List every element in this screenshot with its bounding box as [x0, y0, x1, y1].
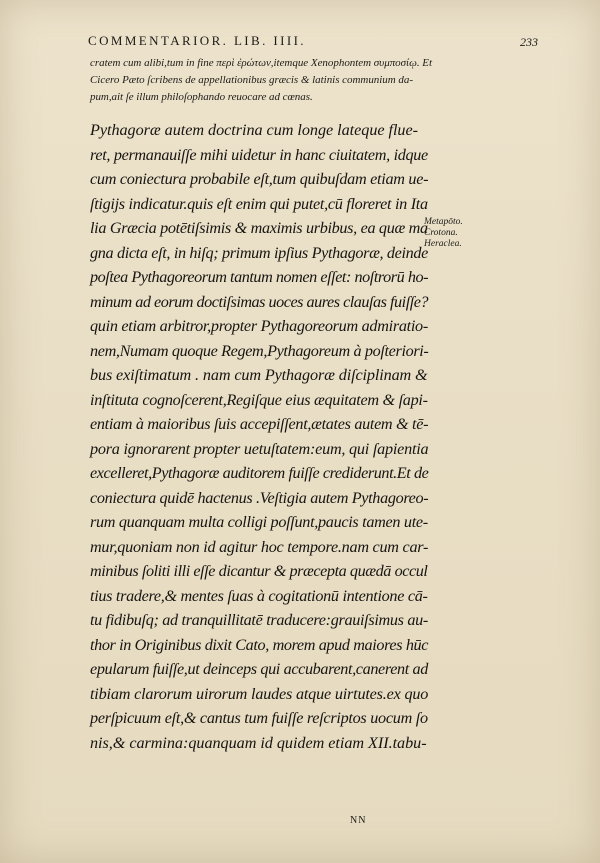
text-line: cum coniectura probabile eſt,tum quibuſdam etiam ue- [90, 170, 429, 188]
margin-note: Metapōto. [424, 217, 463, 227]
text-line: nis,& carmina:quanquam id quidem etiam XII.tabu- [90, 733, 427, 752]
text-line: perſpicuum eſt,& cantus tum fuiſſe reſcriptos uocum ſo [90, 709, 428, 727]
margin-note: Crotona. [424, 228, 458, 238]
text-line: minibus ſoliti illi eſſe dicantur & præcepta quædā occul [90, 562, 428, 580]
running-head [88, 33, 538, 53]
intro-line: cratem cum alibi,tum in fine περὶ ἐρώτων,itemque Xenophontem συμποσίῳ. Et [90, 57, 432, 69]
text-line: gna dicta eſt, in hiſq; primum ipſius Pythagoræ, deinde [90, 243, 428, 262]
text-line: poſtea Pythagoreorum tantum nomen eſſet: noſtrorū ho- [90, 268, 429, 286]
text-line: bus exiſtimatum . nam cum Pythagoræ diſciplinam & [90, 366, 428, 384]
intro-line: pum,ait ſe illum philoſophando reuocare ad cœnas. [90, 91, 313, 103]
text-line: epularum fuiſſe,ut deinceps qui accubarent,canerent ad [90, 660, 428, 678]
text-line: ret, permanauiſſe mihi uidetur in hanc ciuitatem, idque [90, 145, 428, 164]
running-title: COMMENTARIOR. LIB. IIII. [88, 33, 306, 48]
main-paragraph [90, 118, 430, 755]
text-line: thor in Originibus dixit Cato, morem apud maiores hūc [90, 635, 429, 654]
text-line: tius tradere,& mentes ſuas à cogitationū intentione cā- [90, 586, 428, 605]
margin-notes [424, 217, 494, 250]
intro-line: Cicero Pæto ſcribens de appellationibus græcis & latinis communium da- [90, 74, 413, 86]
text-line: inſtituta cognoſcerent,Regiſque eius æquitatem & ſapi- [90, 390, 428, 409]
margin-note: Heraclea. [424, 239, 462, 249]
text-line: quin etiam arbitror,propter Pythagoreorum admiratio- [90, 317, 428, 335]
page-number: 233 [520, 35, 538, 49]
intro-paragraph [90, 55, 530, 106]
text-line: mur,quoniam non id agitur hoc tempore.nam cum car- [90, 537, 429, 556]
text-line: pora ignorarent propter uetuſtatem:eum, qui ſapientia [90, 439, 429, 458]
text-line: excelleret,Pythagoræ auditorem fuiſſe crediderunt.Et de [90, 464, 429, 482]
catchword: NN [350, 815, 367, 826]
text-line: tibiam clarorum uirorum laudes atque uirtutes.ex quo [90, 684, 429, 703]
text-line: Pythagoræ autem doctrina cum longe lateque flue- [90, 121, 418, 139]
text-line: coniectura quidē hactenus .Veſtigia autem Pythagoreo- [90, 488, 429, 507]
text-line: lia Græcia potētiſsimis & maximis urbibus, ea quæ ma [90, 219, 428, 237]
text-line: minum ad eorum doctiſsimas uoces aures clauſas fuiſſe? [90, 292, 429, 311]
text-line: nem,Numam quoque Regem,Pythagoreum à poſteriori- [90, 341, 429, 360]
text-line: tu fidibuſq; ad tranquillitatē traducere:grauiſsimus au- [90, 611, 428, 629]
text-line: entiam à maioribus ſuis accepiſſent,ætates autem & tē- [90, 415, 429, 433]
text-line: rum quanquam multa colligi poſſunt,paucis tamen ute- [90, 513, 428, 531]
text-line: ſtigijs indicatur.quis eſt enim qui putet,cū floreret in Ita [90, 194, 428, 213]
